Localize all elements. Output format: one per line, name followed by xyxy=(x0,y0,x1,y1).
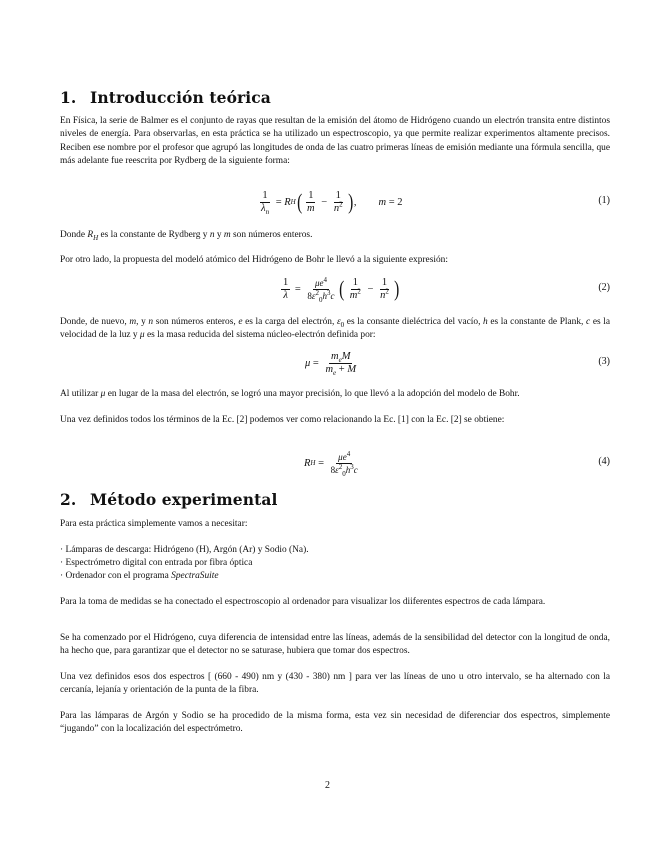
section-number: 1. xyxy=(60,88,77,107)
list-item: · Ordenador con el programa SpectraSuite xyxy=(60,571,219,581)
equation-4: R H = $\frac{\mu e^4}{8\varepsilon^2_0h^3c}$ (4) xyxy=(304,449,610,478)
equation-number: (4) xyxy=(598,456,610,467)
list-item: · Espectrómetro digital con entrada por fibra óptica xyxy=(60,558,253,568)
paragraph-intro: Para esta práctica simplemente vamos a necesitar: xyxy=(60,519,248,529)
section-title: Método experimental xyxy=(90,490,278,509)
equation-number: (2) xyxy=(598,282,610,293)
page-number: 2 xyxy=(325,780,330,791)
equation-2: $\frac{1}{\lambda}$ = $\frac{\mu e^4}{8\varepsilon^2_0h^3c}$ ( $\frac{1}{m^2}$ − $\frac{1}{n^2}$ ) (2) xyxy=(283,275,610,304)
paragraph-spectra: Una vez definidos esos dos espectros [ (660 - 490) nm y (430 - 380) nm ] para ver las líneas de uno u otro intervalo, se ha alternado con la cercanía, lejanía y orientación de la punta de la fibra. xyxy=(60,672,610,696)
paragraph-rydberg-def: Donde $R_H$ es la constante de Rydberg y n y m son números enteros. xyxy=(60,230,313,242)
eq1-condition: m = 2 xyxy=(378,196,403,208)
equation-number: (1) xyxy=(598,195,610,206)
section-heading-1 xyxy=(60,88,271,107)
paragraph-balmer: En Física, la serie de Balmer es el conjunto de rayas que resultan de la emisión del átomo de Hidrógeno cuando un electrón transita entre distintos niveles de energía. Para observarlas, en esta práctica se ha utilizado un espectroscopio, ya que permite realizar experimentos altamente precisos. Reciben ese nombre por el profesor que agrupó las longitudes de onda de las cuatro primeras líneas de emisión mediante una fórmula sencilla, que más adelante fue reescrita por Rydberg de la siguiente forma: xyxy=(60,116,610,166)
section-heading-2 xyxy=(60,490,277,509)
section-title: Introducción teórica xyxy=(90,88,271,107)
paragraph-argon-sodium: Para las lámparas de Argón y Sodio se ha procedido de la misma forma, esta vez sin necesidad de diferenciar dos espectros, simplemente “jugando” con la localización del espectrómetro. xyxy=(60,711,610,735)
paragraph-measurements: Para la toma de medidas se ha conectado el espectroscopio al ordenador para visualizar los diiferentes espectros de cada lámpara. xyxy=(60,597,546,607)
paragraph-hydrogen: Se ha comenzado por el Hidrógeno, cuya diferencia de intensidad entre las líneas, además de la sensibilidad del detector con la longitud de onda, ha hecho que, para garantizar que el detector no se saturase, hubiera que tomar dos espectros. xyxy=(60,633,610,657)
paragraph-relation: Una vez definidos todos los términos de la Ec. [2] podemos ver como relacionando la Ec. [1] con la Ec. [2] se obtiene: xyxy=(60,415,505,425)
section-number: 2. xyxy=(60,490,77,509)
eq1-lhs: $\frac{1}{\lambda_n}$ xyxy=(261,189,270,216)
equation-3: μ = $\frac{m_eM}{m_e + M}$ (3) xyxy=(305,350,610,377)
equation-number: (3) xyxy=(598,356,610,367)
paragraph-bohr: Por otro lado, la propuesta del modeló atómico del Hidrógeno de Bohr le llevó a la siguiente expresión: xyxy=(60,255,448,265)
paragraph-precision: Al utilizar μ en lugar de la masa del electrón, se logró una mayor precisión, lo que llevó a la adopción del modelo de Bohr. xyxy=(60,389,520,399)
paragraph-terms: Donde, de nuevo, m, y n son números enteros, e es la carga del electrón, $\varepsilon_0$ es la consante dieléctrica del vacío, h es la constante de Plank, c es la velocidad de la luz y μ es la masa reducida del sistema núcleo-electrón definida por: xyxy=(60,317,611,341)
equation-1: $\frac{1}{\lambda_n}$ = R H ( $\frac{1}{m}$ − $\frac{1}{n^2}$ ) , m = 2 (1) xyxy=(261,189,610,216)
list-item: · Lámparas de descarga: Hidrógeno (H), Argón (Ar) y Sodio (Na). xyxy=(60,545,309,555)
